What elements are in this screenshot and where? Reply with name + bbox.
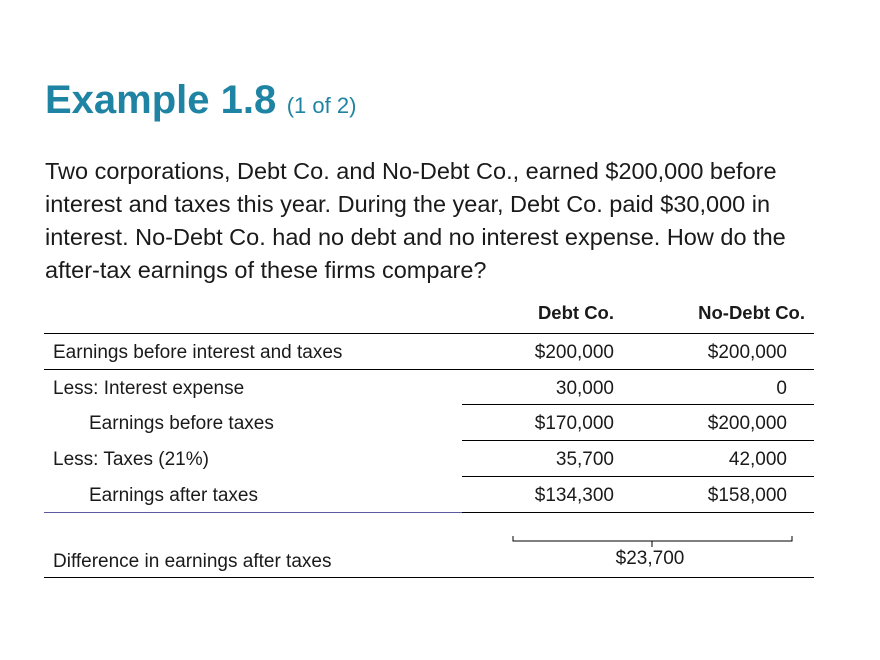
row-label: Less: Taxes (21%) bbox=[53, 449, 209, 470]
debt-co-value: $170,000 bbox=[534, 413, 614, 434]
table-bottom-rule bbox=[44, 577, 814, 578]
no-debt-co-value: 42,000 bbox=[728, 449, 787, 470]
no-debt-co-value: $158,000 bbox=[707, 485, 787, 506]
difference-value: $23,700 bbox=[615, 548, 685, 569]
table-row bbox=[0, 477, 880, 512]
section-rule bbox=[44, 512, 462, 513]
column-header-debt-co: Debt Co. bbox=[537, 302, 614, 323]
debt-co-value: $200,000 bbox=[534, 342, 614, 363]
table-row bbox=[0, 370, 880, 405]
no-debt-co-value: 0 bbox=[776, 378, 787, 399]
problem-statement: Two corporations, Debt Co. and No-Debt Co., earned $200,000 before interest and taxes this year. During the year, Debt Co. paid $30,000 in interest. No-Debt Co. had no debt and no interest expense. How do the after-tax earnings of these firms compare? bbox=[45, 158, 786, 283]
row-label: Earnings before taxes bbox=[89, 413, 274, 434]
no-debt-co-value: $200,000 bbox=[707, 342, 787, 363]
difference-label: Difference in earnings after taxes bbox=[53, 551, 332, 572]
title-main: Example 1.8 bbox=[45, 78, 277, 122]
debt-co-value: 35,700 bbox=[555, 449, 614, 470]
debt-co-value: 30,000 bbox=[555, 378, 614, 399]
column-header-no-debt-co: No-Debt Co. bbox=[698, 302, 805, 323]
table-row bbox=[0, 334, 880, 369]
no-debt-co-value: $200,000 bbox=[707, 413, 787, 434]
table-row bbox=[0, 441, 880, 476]
debt-co-value: $134,300 bbox=[534, 485, 614, 506]
row-label: Earnings before interest and taxes bbox=[53, 342, 343, 363]
table-row bbox=[0, 405, 880, 440]
page-title bbox=[45, 78, 356, 123]
row-label: Less: Interest expense bbox=[53, 378, 245, 399]
row-label: Earnings after taxes bbox=[89, 485, 258, 506]
total-rule bbox=[462, 512, 814, 513]
title-subtitle: (1 of 2) bbox=[286, 93, 357, 118]
